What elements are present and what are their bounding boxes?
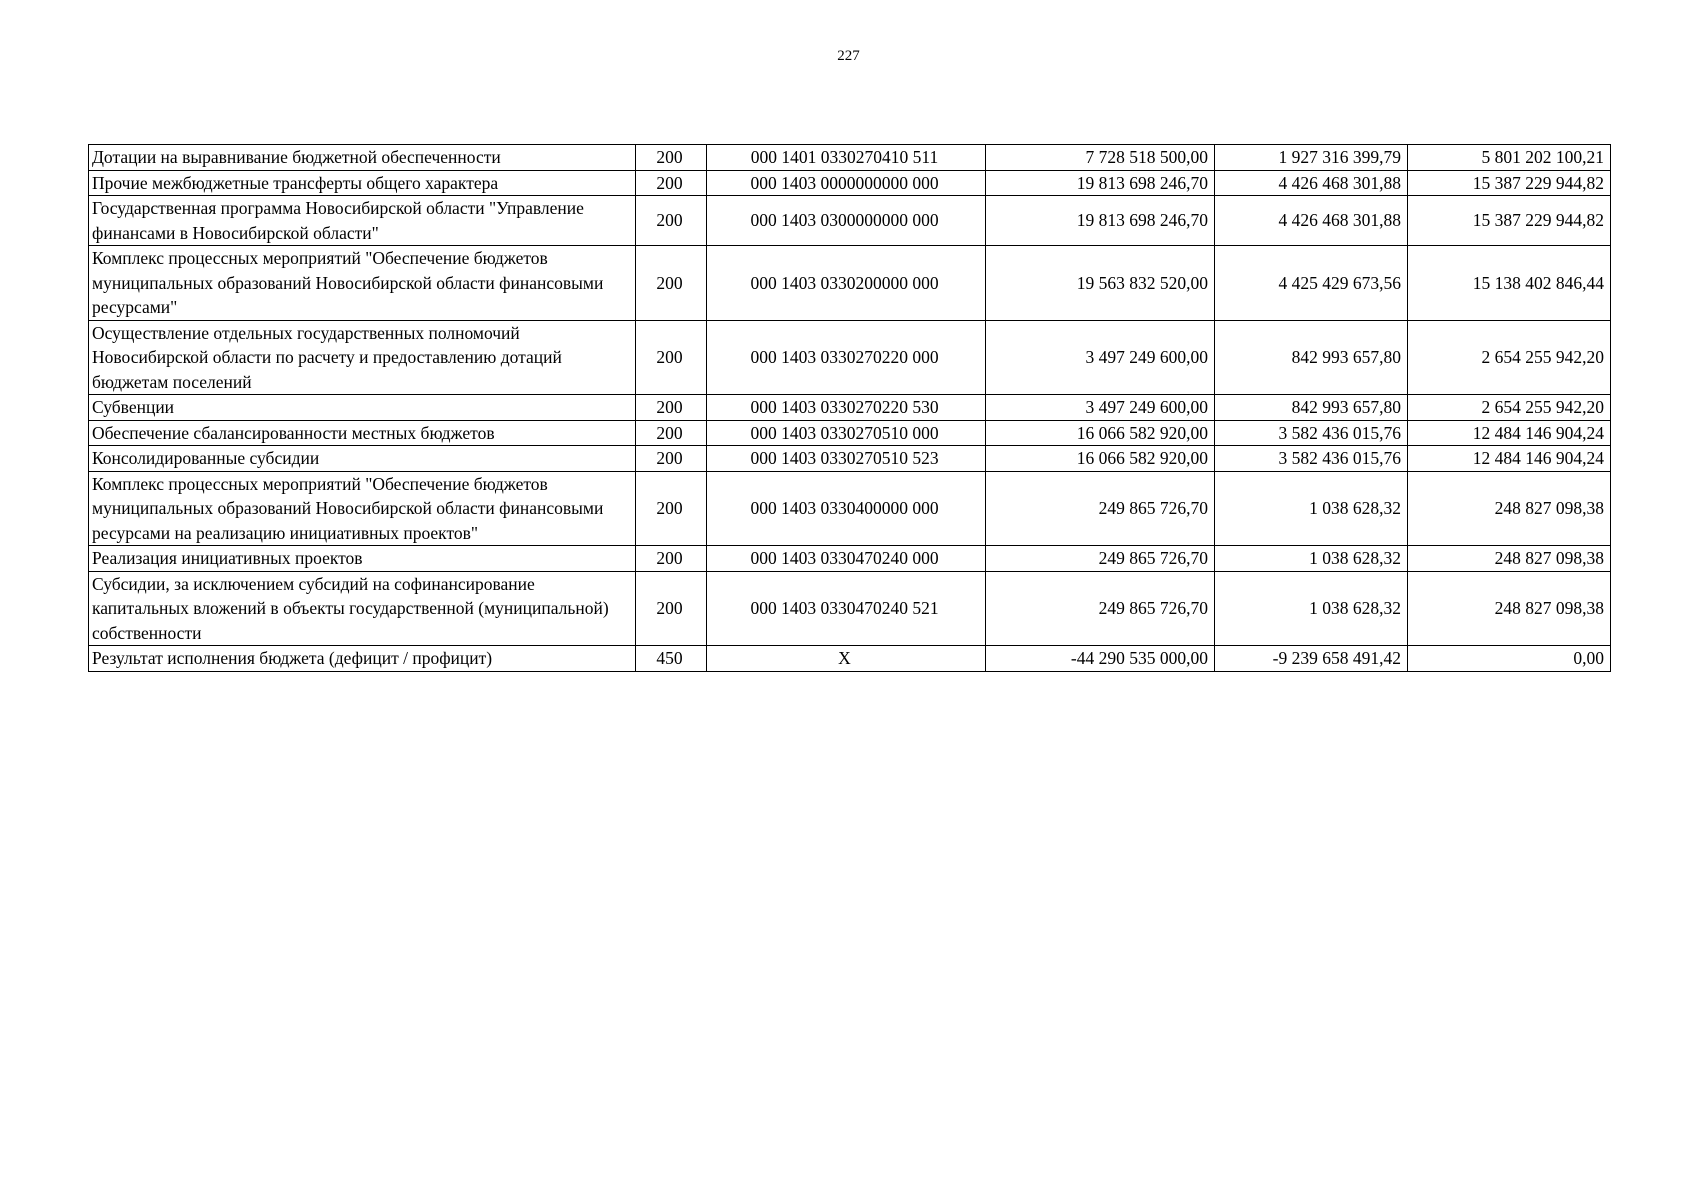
indicator-name-cell: Государственная программа Новосибирской области "Управление финансами в Новосибирской области" [89,196,636,246]
unexecuted-amount-cell: 248 827 098,38 [1408,471,1611,546]
classification-code-cell: 000 1403 0300000000 000 [707,196,986,246]
budget-execution-table [88,144,1611,672]
line-code-cell: 450 [636,646,707,672]
line-code-cell: 200 [636,395,707,421]
unexecuted-amount-cell: 12 484 146 904,24 [1408,446,1611,472]
executed-amount-cell: 1 927 316 399,79 [1215,145,1408,171]
classification-code-cell: 000 1403 0330200000 000 [707,246,986,321]
executed-amount-cell: 1 038 628,32 [1215,471,1408,546]
indicator-name-cell: Комплекс процессных мероприятий "Обеспечение бюджетов муниципальных образований Новосибирской области финансовыми ресурсами" [89,246,636,321]
classification-code-cell: X [707,646,986,672]
table-body [89,145,1611,672]
indicator-name-cell: Осуществление отдельных государственных полномочий Новосибирской области по расчету и предоставлению дотаций бюджетам поселений [89,320,636,395]
executed-amount-cell: 842 993 657,80 [1215,395,1408,421]
unexecuted-amount-cell: 5 801 202 100,21 [1408,145,1611,171]
page-number: 227 [837,48,860,64]
line-code-cell: 200 [636,446,707,472]
approved-amount-cell: -44 290 535 000,00 [986,646,1215,672]
line-code-cell: 200 [636,196,707,246]
classification-code-cell: 000 1401 0330270410 511 [707,145,986,171]
table-row [89,196,1611,246]
executed-amount-cell: 3 582 436 015,76 [1215,446,1408,472]
line-code-cell: 200 [636,471,707,546]
unexecuted-amount-cell: 15 138 402 846,44 [1408,246,1611,321]
unexecuted-amount-cell: 2 654 255 942,20 [1408,395,1611,421]
executed-amount-cell: 4 426 468 301,88 [1215,196,1408,246]
classification-code-cell: 000 1403 0000000000 000 [707,170,986,196]
table-row [89,395,1611,421]
approved-amount-cell: 19 813 698 246,70 [986,170,1215,196]
executed-amount-cell: 4 425 429 673,56 [1215,246,1408,321]
indicator-name-cell: Дотации на выравнивание бюджетной обеспеченности [89,145,636,171]
line-code-cell: 200 [636,246,707,321]
approved-amount-cell: 249 865 726,70 [986,546,1215,572]
indicator-name-cell: Реализация инициативных проектов [89,546,636,572]
table-row [89,320,1611,395]
table-row [89,546,1611,572]
classification-code-cell: 000 1403 0330270510 000 [707,420,986,446]
table-row [89,646,1611,672]
approved-amount-cell: 7 728 518 500,00 [986,145,1215,171]
table-row [89,420,1611,446]
approved-amount-cell: 3 497 249 600,00 [986,320,1215,395]
indicator-name-cell: Комплекс процессных мероприятий "Обеспечение бюджетов муниципальных образований Новосибирской области финансовыми ресурсами на реализацию инициативных проектов" [89,471,636,546]
table-row [89,471,1611,546]
line-code-cell: 200 [636,571,707,646]
line-code-cell: 200 [636,546,707,572]
executed-amount-cell: 4 426 468 301,88 [1215,170,1408,196]
line-code-cell: 200 [636,170,707,196]
classification-code-cell: 000 1403 0330470240 000 [707,546,986,572]
approved-amount-cell: 19 563 832 520,00 [986,246,1215,321]
unexecuted-amount-cell: 15 387 229 944,82 [1408,170,1611,196]
executed-amount-cell: 1 038 628,32 [1215,546,1408,572]
classification-code-cell: 000 1403 0330270220 000 [707,320,986,395]
indicator-name-cell: Обеспечение сбалансированности местных бюджетов [89,420,636,446]
indicator-name-cell: Консолидированные субсидии [89,446,636,472]
unexecuted-amount-cell: 248 827 098,38 [1408,546,1611,572]
indicator-name-cell: Результат исполнения бюджета (дефицит / профицит) [89,646,636,672]
indicator-name-cell: Субвенции [89,395,636,421]
executed-amount-cell: 1 038 628,32 [1215,571,1408,646]
approved-amount-cell: 16 066 582 920,00 [986,420,1215,446]
approved-amount-cell: 249 865 726,70 [986,571,1215,646]
line-code-cell: 200 [636,145,707,171]
executed-amount-cell: 3 582 436 015,76 [1215,420,1408,446]
executed-amount-cell: -9 239 658 491,42 [1215,646,1408,672]
classification-code-cell: 000 1403 0330270510 523 [707,446,986,472]
approved-amount-cell: 16 066 582 920,00 [986,446,1215,472]
table-row [89,170,1611,196]
classification-code-cell: 000 1403 0330400000 000 [707,471,986,546]
indicator-name-cell: Прочие межбюджетные трансферты общего характера [89,170,636,196]
approved-amount-cell: 3 497 249 600,00 [986,395,1215,421]
approved-amount-cell: 249 865 726,70 [986,471,1215,546]
unexecuted-amount-cell: 2 654 255 942,20 [1408,320,1611,395]
classification-code-cell: 000 1403 0330270220 530 [707,395,986,421]
line-code-cell: 200 [636,320,707,395]
line-code-cell: 200 [636,420,707,446]
table-row [89,246,1611,321]
indicator-name-cell: Субсидии, за исключением субсидий на софинансирование капитальных вложений в объекты государственной (муниципальной) собственности [89,571,636,646]
executed-amount-cell: 842 993 657,80 [1215,320,1408,395]
unexecuted-amount-cell: 248 827 098,38 [1408,571,1611,646]
table-row [89,145,1611,171]
unexecuted-amount-cell: 0,00 [1408,646,1611,672]
approved-amount-cell: 19 813 698 246,70 [986,196,1215,246]
table-row [89,446,1611,472]
unexecuted-amount-cell: 15 387 229 944,82 [1408,196,1611,246]
classification-code-cell: 000 1403 0330470240 521 [707,571,986,646]
table-row [89,571,1611,646]
unexecuted-amount-cell: 12 484 146 904,24 [1408,420,1611,446]
